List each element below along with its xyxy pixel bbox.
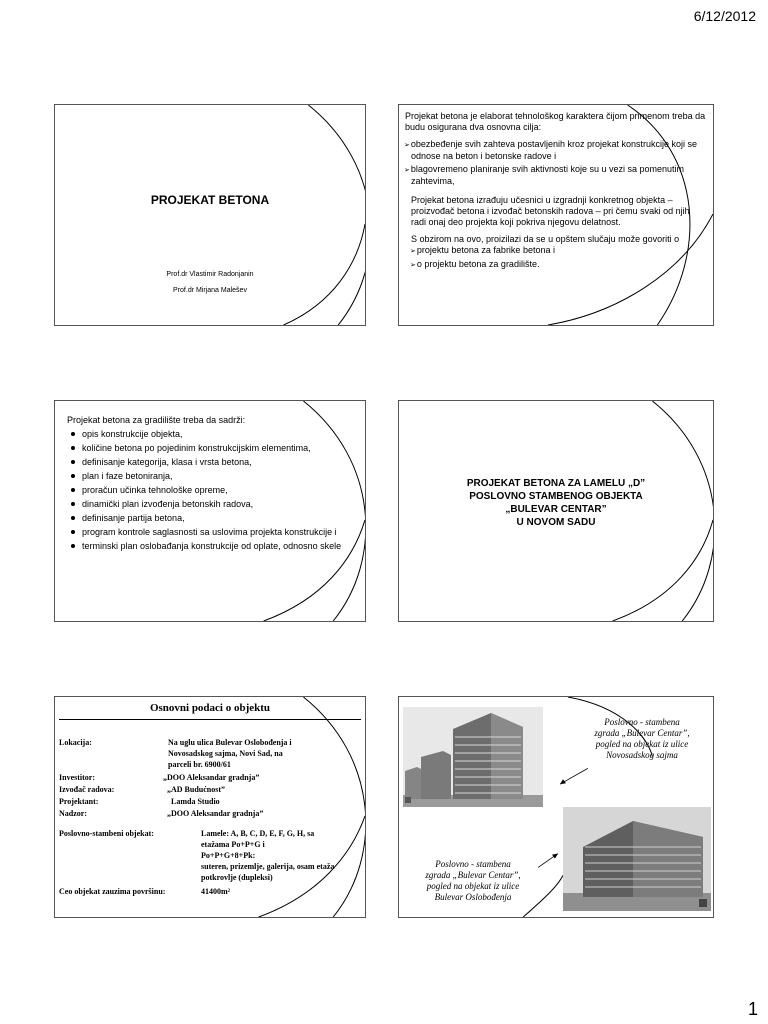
conclusion-intro: S obzirom na ovo, proizilazi da se u opštem slučaju može govoriti o (411, 234, 680, 244)
list-item: proračun učinka tehnološke opreme, (67, 485, 355, 496)
objekat-value: suteren, prizemlje, galerija, osam etaža (201, 862, 335, 871)
izvodjac-label: Izvođač radova: (59, 785, 115, 794)
objekat-label: Poslovno-stambeni objekat: (59, 829, 154, 838)
investitor-value: „DOO Aleksandar gradnja” (163, 773, 260, 782)
caption-top: Poslovno - stambena zgrada „Bulevar Centar”, pogled na objekat iz ulice Novosadskog sajma (594, 717, 690, 760)
slide-photos (398, 696, 714, 918)
investitor-label: Investitor: (59, 773, 95, 782)
page-number: 1 (747, 999, 758, 1019)
conclusion-item: ➢ o projektu betona za gradilište. (405, 259, 707, 271)
author-2: Prof.dr Mirjana Malešev (173, 287, 247, 294)
lokacija-value: parceli br. 6900/61 (168, 760, 231, 769)
author-1: Prof.dr Vlastimir Radonjanin (166, 271, 254, 278)
slide-project-title (398, 400, 714, 622)
header-date: 6/12/2012 (693, 8, 756, 24)
slide-title (54, 104, 366, 326)
objekat-value: etažama Po+P+G i (201, 840, 265, 849)
lokacija-label: Lokacija: (59, 738, 92, 747)
slide-contents-list (54, 400, 366, 622)
nadzor-label: Nadzor: (59, 809, 87, 818)
building-photo-1 (403, 707, 543, 807)
building-photo-2 (563, 807, 711, 911)
section-title: Osnovni podaci o objektu (149, 702, 271, 714)
conclusion-item: ➢ projektu betona za fabrike betona i (405, 245, 707, 257)
slide-title-text: PROJEKAT BETONA (150, 193, 270, 207)
title-divider (59, 719, 361, 720)
title-line: U NOVOM SADU (516, 517, 596, 528)
title-line: POSLOVNO STAMBENOG OBJEKTA (469, 491, 643, 502)
slide-project-goals (398, 104, 714, 326)
list-item: količine betona po pojedinim konstrukcijskim elementima, (67, 443, 355, 454)
povrsina-value: 41400m² (201, 887, 231, 896)
title-line: PROJEKAT BETONA ZA LAMELU „D” (466, 478, 646, 489)
list-item: definisanje partija betona, (67, 513, 355, 524)
objekat-value: Po+P+G+8+Pk: (201, 851, 256, 860)
caption-bottom: Poslovno - stambena zgrada „Bulevar Centar”, pogled na objekat iz ulice Bulevar Oslobođenja (425, 859, 521, 902)
izvodjac-value: „AD Budućnost” (167, 785, 226, 794)
lokacija-value: Novosadskog sajma, Novi Sad, na (168, 749, 283, 758)
goal-item: ➢ blagovremeno planiranje svih aktivnosti koje su u vezi sa pomenutim zahtevima, (405, 164, 707, 187)
list-item: dinamički plan izvođenja betonskih radova, (67, 499, 355, 510)
title-line: „BULEVAR CENTAR” (505, 504, 607, 515)
list-item: program kontrole saglasnosti sa uslovima projekta konstrukcije i (67, 527, 355, 538)
list-item: plan i faze betoniranja, (67, 471, 355, 482)
projektant-value: Lamda Studio (171, 797, 220, 806)
povrsina-label: Ceo objekat zauzima površinu: (59, 887, 166, 896)
nadzor-value: „DOO Aleksandar gradnja” (167, 809, 264, 818)
list-lead: Projekat betona za gradilište treba da sadrži: (67, 415, 246, 425)
objekat-value: Lamele: A, B, C, D, E, F, G, H, sa (201, 829, 315, 838)
paragraph-text: Projekat betona izrađuju učesnici u izgradnji konkretnog objekta – proizvođač betona i izvođač betonskih radova – pri čemu svaki od njih radi onaj deo projekta koji pokriva njegovu delatnost. (411, 195, 690, 227)
list-item: opis konstrukcije objekta, (67, 429, 355, 440)
goal-item: ➢ obezbeđenje svih zahteva postavljenih kroz projekat konstrukcije koji se odnose na beton i betonske radove i (405, 139, 707, 162)
intro-text: Projekat betona je elaborat tehnološkog karaktera čijom primenom treba da budu osigurana dva osnovna cilja: (405, 111, 706, 132)
lokacija-value: Na uglu ulica Bulevar Oslobođenja i (168, 738, 292, 747)
slide-basic-data (54, 696, 366, 918)
list-item: definisanje kategorija, klasa i vrsta betona, (67, 457, 355, 468)
objekat-value: potkrovlje (dupleksi) (201, 873, 273, 882)
projektant-label: Projektant: (59, 797, 99, 806)
contents-list (67, 429, 355, 552)
list-item: terminski plan oslobađanja konstrukcije od oplate, odnosno skele (67, 541, 355, 552)
